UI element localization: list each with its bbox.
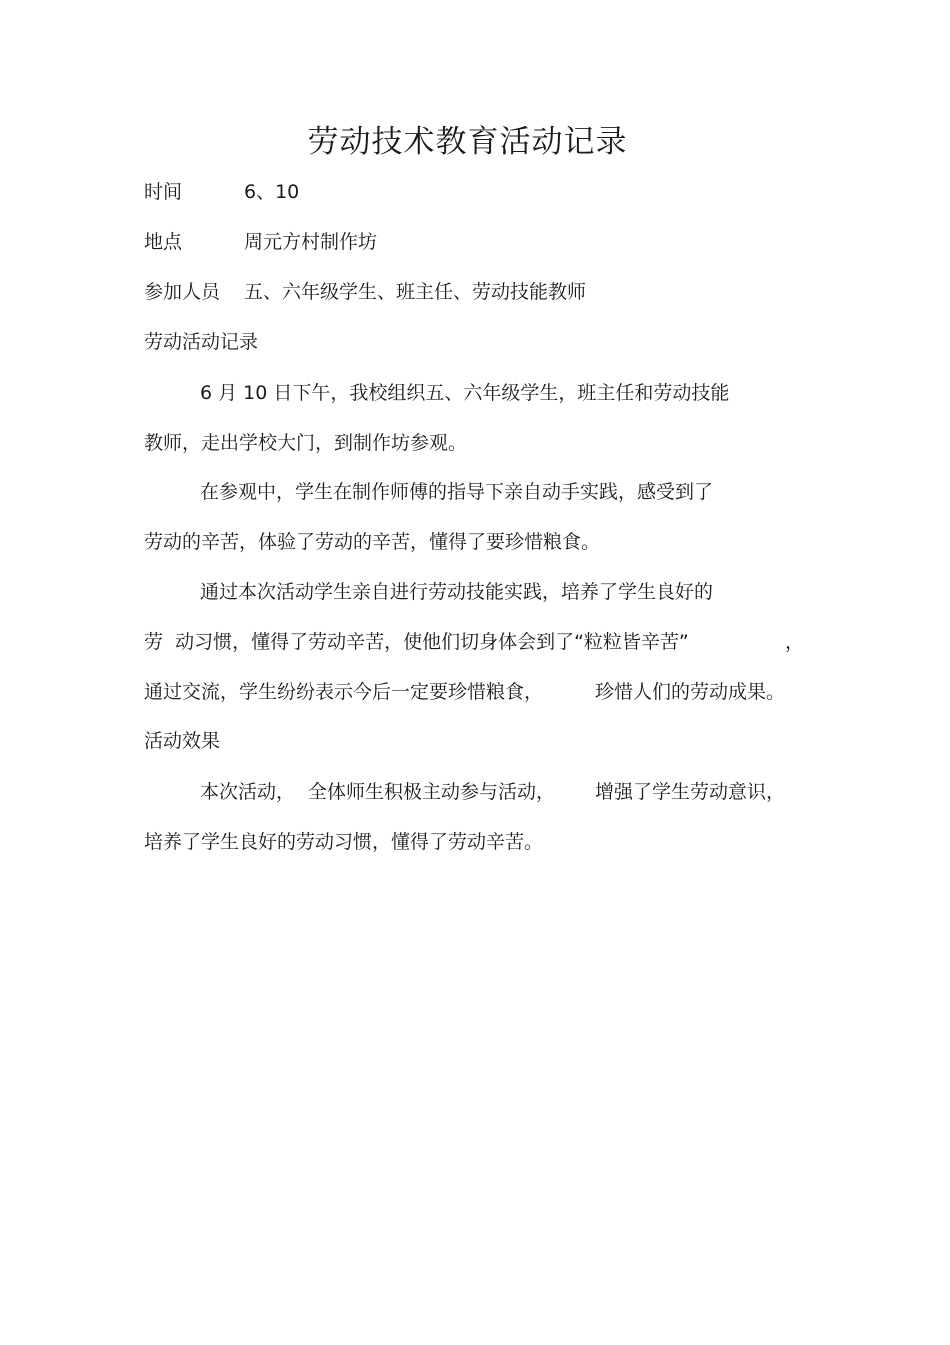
participants-value: 五、六年级学生、班主任、劳动技能教师	[244, 281, 587, 303]
effect-line: 培养了学生良好的劳动习惯，懂得了劳动辛苦。	[144, 831, 544, 853]
place-row	[144, 228, 378, 256]
document-title: 劳动技术教育活动记录	[307, 124, 628, 160]
participants-row	[144, 278, 587, 306]
record-line: 教师，走出学校大门，到制作坊参观。	[144, 432, 468, 454]
effect-line: 本次活动，	[200, 781, 296, 803]
record-line: 劳动的辛苦，体验了劳动的辛苦，懂得了要珍惜粮食。	[144, 531, 601, 553]
place-value: 周元方村制作坊	[244, 231, 378, 253]
effect-line: 全体师生积极主动参与活动，	[308, 781, 556, 803]
record-line: 在参观中，学生在制作师傅的指导下亲自动手实践，感受到了	[200, 481, 714, 503]
record-line: 通过本次活动学生亲自进行劳动技能实践，培养了学生良好的	[200, 581, 714, 603]
record-line: ，	[785, 631, 805, 653]
time-value: 6、10	[244, 181, 300, 203]
place-label: 地点	[144, 231, 183, 253]
participants-label: 参加人员	[144, 281, 221, 303]
record-heading: 劳动活动记录	[144, 331, 259, 353]
record-line: 珍惜人们的劳动成果。	[595, 681, 786, 703]
time-label: 时间	[144, 181, 183, 203]
effect-heading: 活动效果	[144, 730, 221, 752]
record-line: 6 月 10 日下午，我校组织五、六年级学生，班主任和劳动技能	[200, 382, 730, 404]
record-line: 劳 动习惯，懂得了劳动辛苦，使他们切身体会到了“粒粒皆辛苦”	[144, 631, 689, 653]
record-line: 通过交流，学生纷纷表示今后一定要珍惜粮食，	[144, 681, 544, 703]
time-row	[144, 178, 300, 206]
effect-line: 增强了学生劳动意识，	[595, 781, 786, 803]
